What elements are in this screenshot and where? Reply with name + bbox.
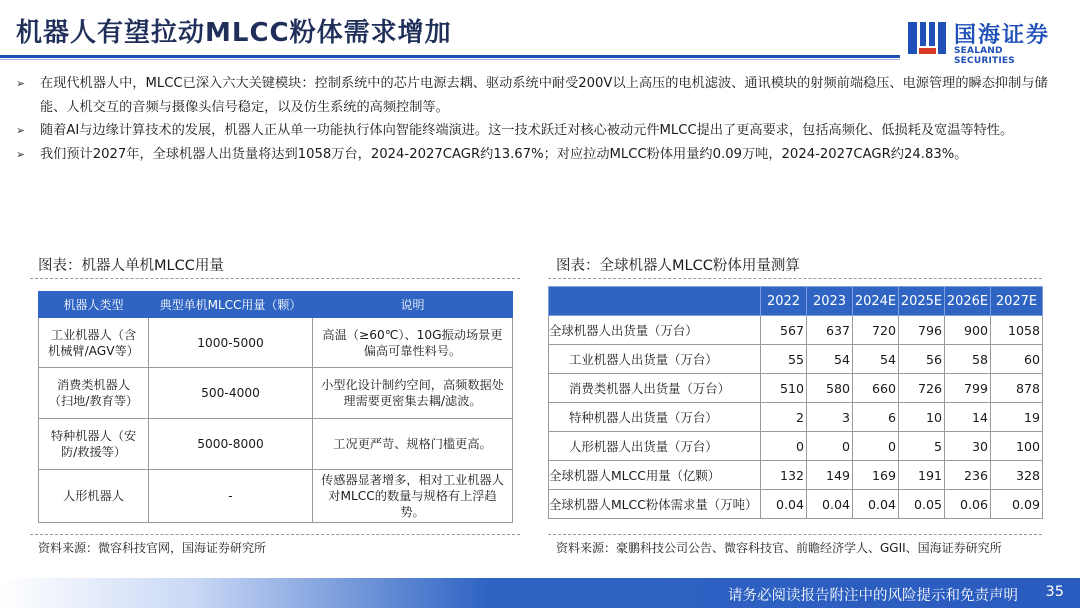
description-cell: 传感器显著增多，相对工业机器人对MLCC的数量与规格有上浮趋势。	[313, 470, 513, 523]
value-cell: 19	[991, 403, 1043, 432]
value-cell: 55	[761, 345, 807, 374]
description-cell: 高温（≥60℃）、10G振动场景更偏高可靠性料号。	[313, 318, 513, 368]
row-label-cell: 全球机器人MLCC用量（亿颗）	[549, 461, 761, 490]
row-label-cell: 消费类机器人出货量（万台）	[549, 374, 761, 403]
table-row	[549, 403, 1043, 432]
value-cell: 58	[945, 345, 991, 374]
sealand-logo-icon	[906, 18, 948, 58]
table-row	[39, 368, 513, 419]
usage-cell: 500-4000	[149, 368, 313, 419]
mlcc-per-robot-table	[38, 291, 513, 523]
value-cell: 54	[807, 345, 853, 374]
footer-bar	[0, 578, 1080, 608]
robot-type-cell: 特种机器人（安防/救援等）	[39, 419, 149, 470]
logo-text-en: SEALAND SECURITIES	[954, 46, 1015, 66]
value-cell: 0.06	[945, 490, 991, 519]
value-cell: 799	[945, 374, 991, 403]
header-cell: 2025E	[899, 287, 945, 316]
footer-disclaimer: 请务必阅读报告附注中的风险提示和免责声明	[728, 588, 1018, 604]
mlcc-powder-demand-table	[548, 286, 1043, 519]
value-cell: 726	[899, 374, 945, 403]
table-row	[549, 461, 1043, 490]
value-cell: 1058	[991, 316, 1043, 345]
header-cell: 说明	[313, 292, 513, 318]
value-cell: 10	[899, 403, 945, 432]
page-number: 35	[1045, 584, 1064, 600]
value-cell: 0.04	[853, 490, 899, 519]
left-table-caption: 图表：机器人单机MLCC用量	[38, 258, 224, 274]
row-label-cell: 工业机器人出货量（万台）	[549, 345, 761, 374]
title-divider	[0, 55, 900, 58]
header-cell: 2027E	[991, 287, 1043, 316]
description-cell: 工况更严苛、规格门槛更高。	[313, 419, 513, 470]
value-cell: 660	[853, 374, 899, 403]
value-cell: 0	[761, 432, 807, 461]
table-header-row	[549, 287, 1043, 316]
value-cell: 720	[853, 316, 899, 345]
header-cell: 2026E	[945, 287, 991, 316]
value-cell: 900	[945, 316, 991, 345]
value-cell: 30	[945, 432, 991, 461]
value-cell: 5	[899, 432, 945, 461]
value-cell: 878	[991, 374, 1043, 403]
usage-cell: 5000-8000	[149, 419, 313, 470]
value-cell: 580	[807, 374, 853, 403]
header-cell: 典型单机MLCC用量（颗）	[149, 292, 313, 318]
header-cell: 2023	[807, 287, 853, 316]
table-row	[549, 432, 1043, 461]
usage-cell: 1000-5000	[149, 318, 313, 368]
page-title: 机器人有望拉动MLCC粉体需求增加	[16, 18, 452, 48]
arrow-bullet-icon: ➢	[16, 124, 26, 137]
table-row	[549, 345, 1043, 374]
logo-text-cn: 国海证券	[954, 23, 1051, 48]
bullet-text: 我们预计2027年，全球机器人出货量将达到1058万台，2024-2027CAGR约13.67%；对应拉动MLCC粉体用量约0.09万吨，2024-2027CAGR约24.83%。	[40, 146, 968, 162]
value-cell: 14	[945, 403, 991, 432]
row-label-cell: 全球机器人MLCC粉体需求量（万吨）	[549, 490, 761, 519]
value-cell: 149	[807, 461, 853, 490]
right-table-caption: 图表：全球机器人MLCC粉体用量测算	[556, 258, 800, 274]
table-row	[549, 490, 1043, 519]
value-cell: 0	[807, 432, 853, 461]
bullet-item	[16, 119, 1066, 143]
value-cell: 0.04	[807, 490, 853, 519]
row-label-cell: 人形机器人出货量（万台）	[549, 432, 761, 461]
value-cell: 0.05	[899, 490, 945, 519]
table-row	[39, 470, 513, 523]
value-cell: 0	[853, 432, 899, 461]
description-cell: 小型化设计制约空间，高频数据处理需要更密集去耦/滤波。	[313, 368, 513, 419]
right-caption-rule	[548, 278, 1042, 279]
title-divider-thin	[0, 59, 900, 60]
value-cell: 567	[761, 316, 807, 345]
bullet-list	[16, 72, 1066, 166]
left-table-source: 资料来源：微容科技官网，国海证券研究所	[38, 541, 267, 555]
bullet-text: 随着AI与边缘计算技术的发展，机器人正从单一功能执行体向智能终端演进。这一技术跃迁对核心被动元件MLCC提出了更高要求，包括高频化、低损耗及宽温等特性。	[40, 123, 1014, 138]
header-cell: 2022	[761, 287, 807, 316]
left-source-rule	[30, 534, 520, 535]
header-cell	[549, 287, 761, 316]
value-cell: 60	[991, 345, 1043, 374]
usage-cell: -	[149, 470, 313, 523]
row-label-cell: 特种机器人出货量（万台）	[549, 403, 761, 432]
value-cell: 6	[853, 403, 899, 432]
header-cell: 机器人类型	[39, 292, 149, 318]
value-cell: 236	[945, 461, 991, 490]
bullet-item	[16, 72, 1066, 119]
robot-type-cell: 消费类机器人（扫地/教育等）	[39, 368, 149, 419]
value-cell: 0.04	[761, 490, 807, 519]
robot-type-cell: 人形机器人	[39, 470, 149, 523]
value-cell: 510	[761, 374, 807, 403]
table-row	[39, 318, 513, 368]
header-cell: 2024E	[853, 287, 899, 316]
arrow-bullet-icon: ➢	[16, 147, 26, 161]
value-cell: 100	[991, 432, 1043, 461]
table-header-row	[39, 292, 513, 318]
value-cell: 796	[899, 316, 945, 345]
value-cell: 132	[761, 461, 807, 490]
table-row	[549, 316, 1043, 345]
bullet-item	[16, 143, 1066, 167]
right-table-source: 资料来源：豪鹏科技公司公告、微容科技官、前瞻经济学人、GGII、国海证券研究所	[556, 541, 1002, 555]
company-logo	[906, 16, 1066, 66]
left-caption-rule	[30, 278, 520, 279]
arrow-bullet-icon: ➢	[16, 77, 26, 90]
table-row	[549, 374, 1043, 403]
value-cell: 191	[899, 461, 945, 490]
value-cell: 169	[853, 461, 899, 490]
value-cell: 56	[899, 345, 945, 374]
table-row	[39, 419, 513, 470]
value-cell: 328	[991, 461, 1043, 490]
right-source-rule	[548, 534, 1042, 535]
robot-type-cell: 工业机器人（含机械臂/AGV等）	[39, 318, 149, 368]
row-label-cell: 全球机器人出货量（万台）	[549, 316, 761, 345]
value-cell: 3	[807, 403, 853, 432]
value-cell: 0.09	[991, 490, 1043, 519]
value-cell: 637	[807, 316, 853, 345]
value-cell: 54	[853, 345, 899, 374]
value-cell: 2	[761, 403, 807, 432]
bullet-text: 在现代机器人中，MLCC已深入六大关键模块：控制系统中的芯片电源去耦、驱动系统中耐受200V以上高压的电机滤波、通讯模块的射频前端稳压、电源管理的瞬态抑制与储能、人机交互的音频与摄像头信号稳定，以及仿生系统的高频控制等。	[40, 76, 1048, 115]
